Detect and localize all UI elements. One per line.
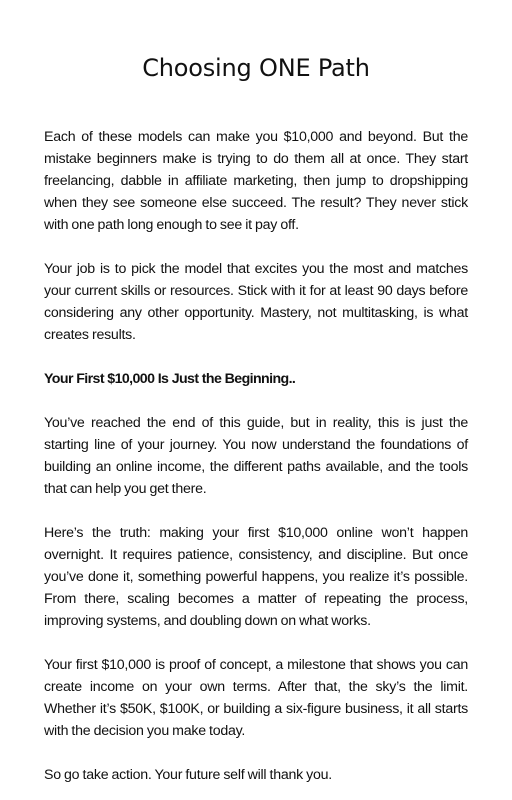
section-subheading: Your First $10,000 Is Just the Beginning.. [44, 371, 296, 387]
paragraph-end-of-guide: You’ve reached the end of this guide, but in reality, this is just the starting line of your journey. You now understand the foundations of building an online income, the different paths available, and the tools that can help you get there. [44, 415, 468, 497]
paragraph-pick-model: Your job is to pick the model that excites you the most and matches your current skills or resources. Stick with it for at least 90 days before considering any other opportunity. Mastery, not multitasking, is what creates results. [44, 261, 468, 343]
paragraph-closing: So go take action. Your future self will thank you. [44, 767, 332, 783]
paragraph-truth: Here’s the truth: making your first $10,000 online won’t happen overnight. It requires patience, consistency, and discipline. But once you’ve done it, something powerful happens, you realize it’s possible. From there, scaling becomes a matter of repeating the process, improving systems, and doubling down on what works. [44, 525, 468, 629]
paragraph-choosing-intro: Each of these models can make you $10,000 and beyond. But the mistake beginners make is trying to do them all at once. They start freelancing, dabble in affiliate marketing, then jump to dropshipping when they see someone else succeed. The result? They never stick with one path long enough to see it pay off. [44, 129, 468, 233]
page-title: Choosing ONE Path [142, 54, 370, 82]
paragraph-proof-of-concept: Your first $10,000 is proof of concept, a milestone that shows you can create income on your own terms. After that, the sky’s the limit. Whether it’s $50K, $100K, or building a six-figure business, it all starts with the decision you make today. [44, 657, 468, 739]
